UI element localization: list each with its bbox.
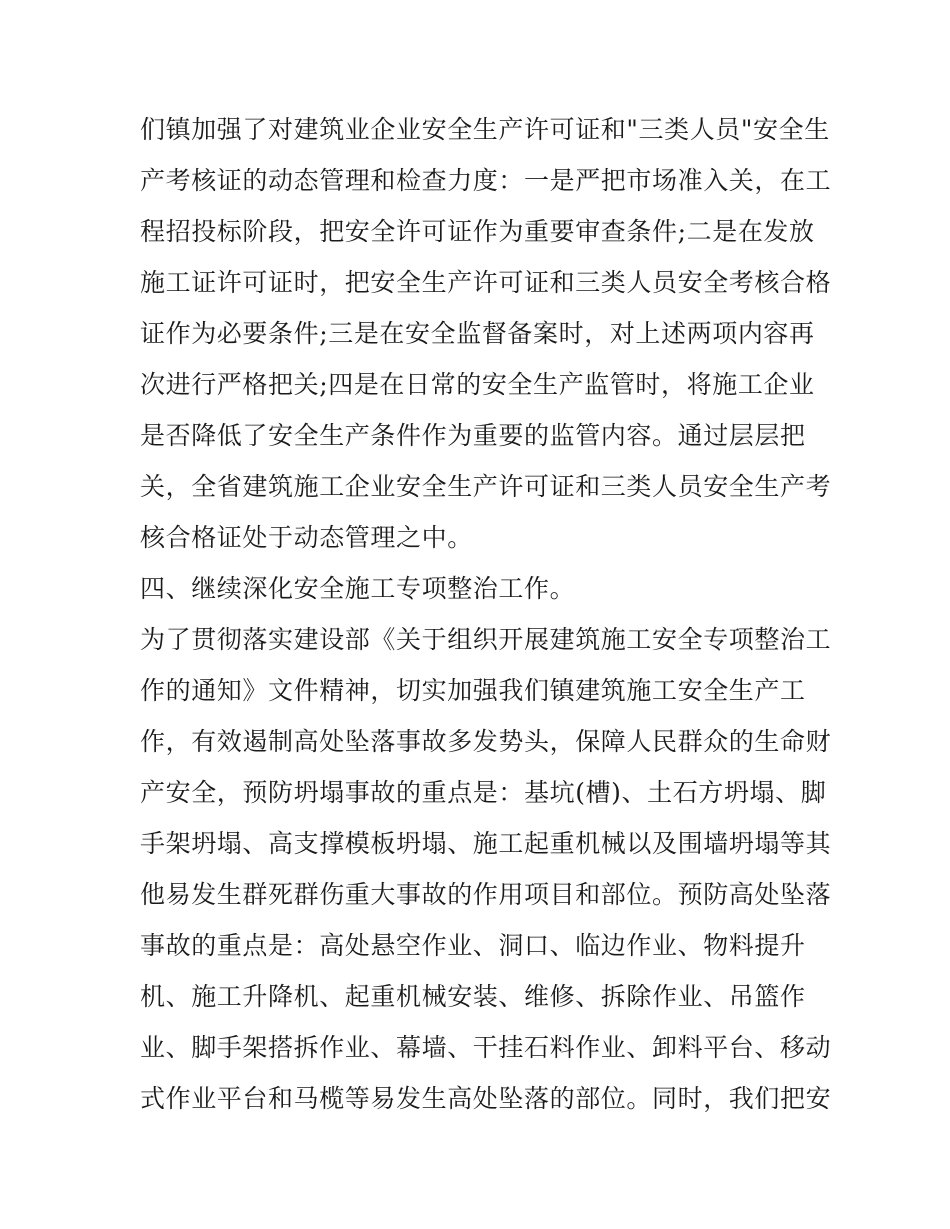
text-line: 产安全，预防坍塌事故的重点是：基坑(槽)、土石方坍塌、脚 <box>140 778 827 807</box>
text-line: 产考核证的动态管理和检查力度：一是严把市场准入关，在工 <box>140 166 832 195</box>
text-line: 作，有效遏制高处坠落事故多发势头，保障人民群众的生命财 <box>140 727 832 756</box>
text-line: 机、施工升降机、起重机械安装、维修、拆除作业、吊篮作 <box>140 982 806 1011</box>
text-line: 们镇加强了对建筑业企业安全生产许可证和"三类人员"安全生 <box>140 115 830 144</box>
text-line: 式作业平台和马榄等易发生高处坠落的部位。同时，我们把安 <box>140 1084 832 1113</box>
text-line: 证作为必要条件;三是在安全监督备案时，对上述两项内容再 <box>140 319 815 348</box>
text-line: 业、脚手架搭拆作业、幕墙、干挂石料作业、卸料平台、移动 <box>140 1033 832 1062</box>
text-line: 他易发生群死群伤重大事故的作用项目和部位。预防高处坠落 <box>140 880 832 909</box>
body-text <box>140 104 832 1124</box>
text-line: 核合格证处于动态管理之中。 <box>140 523 473 552</box>
text-line: 关，全省建筑施工企业安全生产许可证和三类人员安全生产考 <box>140 472 832 501</box>
text-line: 施工证许可证时，把安全生产许可证和三类人员安全考核合格 <box>140 268 832 297</box>
text-line: 作的通知》文件精神，切实加强我们镇建筑施工安全生产工 <box>140 676 806 705</box>
text-line: 事故的重点是：高处悬空作业、洞口、临边作业、物料提升 <box>140 931 806 960</box>
text-line: 为了贯彻落实建设部《关于组织开展建筑施工安全专项整治工 <box>140 625 832 654</box>
text-line: 程招投标阶段，把安全许可证作为重要审查条件;二是在发放 <box>140 217 815 246</box>
text-line: 是否降低了安全生产条件作为重要的监管内容。通过层层把 <box>140 421 806 450</box>
section-heading: 四、继续深化安全施工专项整治工作。 <box>140 574 576 603</box>
text-line: 次进行严格把关;四是在日常的安全生产监管时，将施工企业 <box>140 370 815 399</box>
text-line: 手架坍塌、高支撑模板坍塌、施工起重机械以及围墙坍塌等其 <box>140 829 832 858</box>
